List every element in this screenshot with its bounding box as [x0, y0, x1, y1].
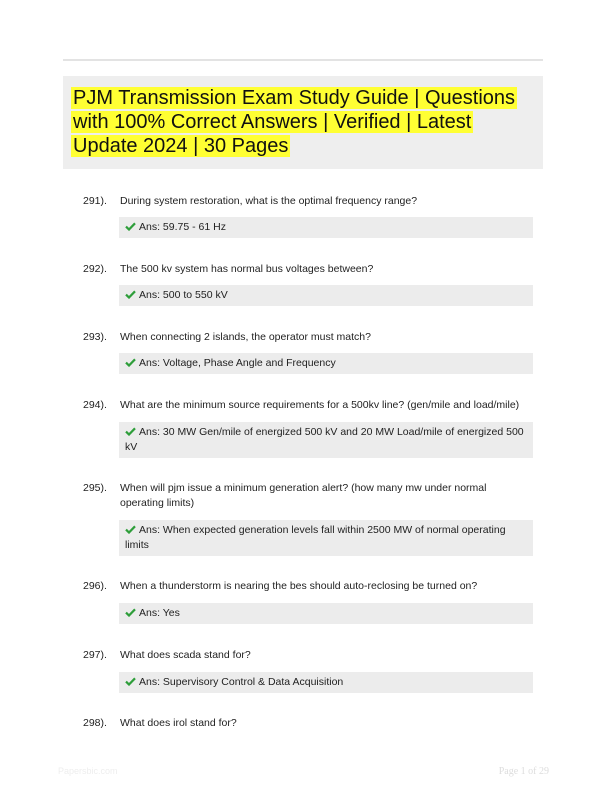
question-text: During system restoration, what is the optimal frequency range?	[120, 195, 418, 207]
checkmark-icon	[125, 677, 136, 686]
checkmark-icon	[125, 290, 136, 299]
checkmark-icon	[125, 608, 136, 617]
footer-watermark: Papersbic.com	[58, 766, 118, 776]
question-text: What does irol stand for?	[120, 717, 237, 729]
answer-box	[119, 672, 533, 693]
top-divider	[63, 59, 543, 61]
answer-text: Ans: 59.75 - 61 Hz	[139, 221, 226, 233]
question-number: 291).	[83, 195, 107, 207]
question-number: 292).	[83, 263, 107, 275]
question-text: When a thunderstorm is nearing the bes should auto-reclosing be turned on?	[120, 580, 478, 592]
answer-box	[119, 353, 533, 374]
answer-box	[119, 217, 533, 238]
checkmark-icon	[125, 358, 136, 367]
answer-text: Ans: When expected generation levels fall within 2500 MW of normal operating limits	[125, 524, 506, 551]
question-text: When will pjm issue a minimum generation alert? (how many mw under normal operating limits)	[120, 482, 487, 509]
question-text: What does scada stand for?	[120, 649, 251, 661]
question-number: 293).	[83, 331, 107, 343]
document-title: PJM Transmission Exam Study Guide | Questions with 100% Correct Answers | Verified | Latest Update 2024 | 30 Pages	[73, 87, 516, 157]
question-number: 296).	[83, 580, 107, 592]
answer-box	[119, 603, 533, 624]
answer-box	[119, 520, 533, 556]
question-number: 298).	[83, 717, 107, 729]
answer-text: Ans: 500 to 550 kV	[139, 289, 228, 301]
answer-box	[119, 285, 533, 306]
page-number: Page 1 of 29	[498, 766, 549, 777]
answer-text: Ans: Voltage, Phase Angle and Frequency	[139, 357, 336, 369]
checkmark-icon	[125, 222, 136, 231]
question-text: What are the minimum source requirements for a 500kv line? (gen/mile and load/mile)	[120, 399, 520, 411]
answer-text: Ans: 30 MW Gen/mile of energized 500 kV and 20 MW Load/mile of energized 500 kV	[125, 426, 524, 453]
answer-text: Ans: Supervisory Control & Data Acquisition	[139, 676, 344, 688]
answer-text: Ans: Yes	[139, 607, 180, 619]
checkmark-icon	[125, 427, 136, 436]
question-number: 295).	[83, 482, 107, 494]
checkmark-icon	[125, 525, 136, 534]
question-text: The 500 kv system has normal bus voltages between?	[120, 263, 374, 275]
question-text: When connecting 2 islands, the operator must match?	[120, 331, 371, 343]
answer-box	[119, 422, 533, 458]
question-number: 294).	[83, 399, 107, 411]
question-number: 297).	[83, 649, 107, 661]
